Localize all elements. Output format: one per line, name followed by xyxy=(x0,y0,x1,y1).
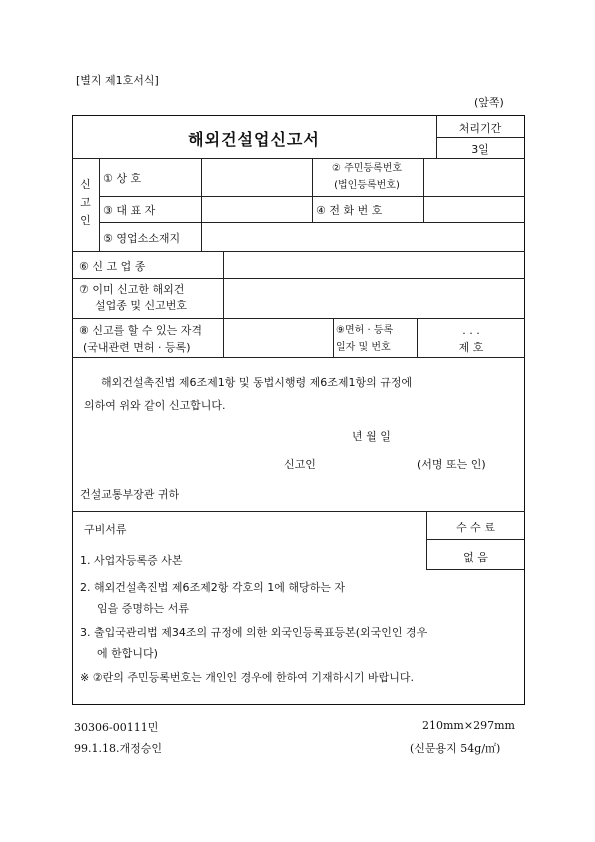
page-side-label: (앞쪽) xyxy=(474,96,504,109)
prior-registration-label: ⑦ 이미 신고한 해외건 설업종 및 신고번호 xyxy=(79,283,188,312)
representative-field[interactable] xyxy=(202,197,310,221)
declaration-line-1: 해외건설촉진법 제6조제1항 및 동법시행령 제6조제1항의 규정에 xyxy=(101,376,413,389)
signer-label: 신고인 xyxy=(284,458,316,471)
company-name-label: ① 상 호 xyxy=(103,172,142,185)
office-location-field[interactable] xyxy=(202,223,522,250)
document-item-2-continued: 임을 증명하는 서류 xyxy=(97,602,190,615)
signature-seal-label[interactable]: (서명 또는 인) xyxy=(417,458,486,471)
qualification-label: ⑧ 신고를 할 수 있는 자격 (국내관련 면허 · 등록) xyxy=(79,324,202,354)
fee-value: 없 음 xyxy=(463,551,488,564)
recipient: 건설교통부장관 귀하 xyxy=(80,488,180,501)
phone-label: ④ 전 화 번 호 xyxy=(316,204,383,217)
qualification-field[interactable] xyxy=(224,319,332,356)
paper-size: 210mm×297mm xyxy=(422,719,515,732)
business-type-label: ⑥ 신 고 업 종 xyxy=(79,260,146,273)
processing-period-value: 3일 xyxy=(471,143,489,156)
registration-number-label: ② 주민등록번호 (법인등록번호) xyxy=(331,163,403,191)
company-name-field[interactable] xyxy=(202,159,310,195)
document-item-2: 2. 해외건설촉진법 제6조제2항 각호의 1에 해당하는 자 xyxy=(80,581,345,594)
approval-date: 99.1.18.개정승인 xyxy=(74,742,162,755)
paper-type: (신문용지 54g/㎡) xyxy=(410,742,501,755)
declaration-date[interactable]: 년 월 일 xyxy=(352,430,391,443)
representative-label: ③ 대 표 자 xyxy=(103,204,156,217)
registration-number-field[interactable] xyxy=(424,159,523,195)
license-date-label: ⑨면허 · 등록 일자 및 번호 xyxy=(336,325,394,353)
required-documents-heading: 구비서류 xyxy=(84,523,127,536)
fee-label: 수 수 료 xyxy=(456,521,495,534)
license-date-field[interactable]: . . . 제 호 xyxy=(458,324,484,354)
applicant-group-label: 신 고 인 xyxy=(80,178,91,227)
document-item-1: 1. 사업자등록증 사본 xyxy=(80,554,183,567)
registration-number-note: ※ ②란의 주민등록번호는 개인인 경우에 한하여 기재하시기 바랍니다. xyxy=(80,671,414,684)
prior-registration-field[interactable] xyxy=(224,279,522,317)
form-number: [별지 제1호서식] xyxy=(76,74,159,87)
processing-period-label: 처리기간 xyxy=(458,122,502,135)
document-item-3-continued: 에 한합니다) xyxy=(97,647,158,660)
phone-field[interactable] xyxy=(424,197,523,221)
form-code: 30306-00111민 xyxy=(74,721,159,734)
office-location-label: ⑤ 영업소소재지 xyxy=(103,232,181,245)
form-title: 해외건설업신고서 xyxy=(188,130,320,149)
declaration-line-2: 의하여 위와 같이 신고합니다. xyxy=(84,399,226,412)
business-type-field[interactable] xyxy=(224,252,522,277)
document-item-3: 3. 출입국관리법 제34조의 규정에 의한 외국인등록표등본(외국인인 경우 xyxy=(80,626,428,639)
